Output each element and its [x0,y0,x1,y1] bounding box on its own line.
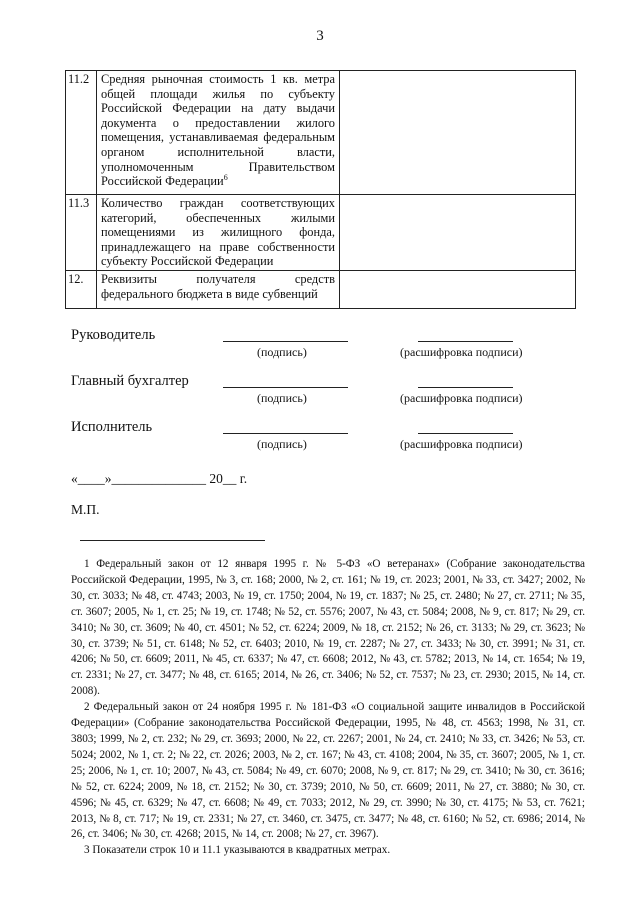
signature-caption: (подпись) [257,345,307,359]
row-description-text: Средняя рыночная стоимость 1 кв. метра общей площади жилья по субъекту Российской Федерации на дату выдачи документа о предоставлении жилого помещения, устанавливаемая федеральным органом исполнительной власти, уполномоченным Правительством Российской Федерации [101,72,335,189]
table-row [66,270,576,308]
row-description: Количество граждан соответствующих категорий, обеспеченных жилыми помещениями из жилищного фонда, принадлежащего на праве собственности субъекту Российской Федерации [97,195,340,271]
row-description: Реквизиты получателя средств федерального бюджета в виде субвенций [97,270,340,308]
signature-row-accountant [71,373,571,413]
footnote-2: 2 Федеральный закон от 24 ноября 1995 г. № 181-ФЗ «О социальной защите инвалидов в Российской Федерации» (Собрание законодательства Российской Федерации, 1995, № 48, ст. 4563; 1998, № 31, ст. 3803; 1999, № 2, ст. 232; № 29, ст. 3693; 2000, № 22, ст. 2267; 2001, № 24, ст. 2410; № 33, ст. 3426; № 53, ст. 5024; 2002, № 1, ст. 2; № 22, ст. 2026; 2003, № 2, ст. 167; № 43, ст. 4108; 2004, № 35, ст. 3607; 2005, № 1, ст. 25; 2006, № 1, ст. 10; 2007, № 43, ст. 5084; № 49, ст. 6070; 2008, № 9, ст. 817; № 29, ст. 3410; № 30, ст. 3616; № 52, ст. 6224; 2009, № 18, ст. 2152; № 30, ст. 3739; 2010, № 50, ст. 6609; 2011, № 27, ст. 3880; № 30, ст. 4596; № 45, ст. 6329; № 47, ст. 6608; № 49, ст. 7033; 2012, № 29, ст. 3990; № 30, ст. 4175; № 53, ст. 7621; 2013, № 8, ст. 717; № 19, ст. 2331; № 27, ст. 3460, ст. 3475, ст. 3477; № 48, ст. 6160; № 52, ст. 6986; 2014, № 26, ст. 3406; № 30, ст. 4268; 2015, № 14, ст. 2008; № 27, ст. 3967). [71,701,585,841]
signature-line [223,341,348,342]
decoding-line [418,387,513,388]
footnotes [71,557,585,859]
signature-line [223,433,348,434]
table-row [66,71,576,195]
decoding-caption: (расшифровка подписи) [400,437,523,451]
row-value-cell[interactable] [340,71,576,195]
page-number: 3 [316,28,324,44]
signature-line [223,387,348,388]
signer-title: Главный бухгалтер [71,373,189,389]
footnote-1: 1 Федеральный закон от 12 января 1995 г. № 5-ФЗ «О ветеранах» (Собрание законодательства Российской Федерации, 1995, № 3, ст. 168; 2000, № 2, ст. 161; № 19, ст. 2023; 2001, № 33, ст. 3427; 2002, № 30, ст. 3033; № 48, ст. 4743; 2003, № 19, ст. 1750; 2004, № 19, ст. 1837; № 25, ст. 2480; № 27, ст. 2711; № 35, ст. 3607; 2005, № 1, ст. 25; № 19, ст. 1748; № 52, ст. 5576; 2007, № 43, ст. 5084; 2008, № 9, ст. 817; № 29, ст. 3410; № 30, ст. 3609; № 40, ст. 4501; № 52, ст. 6224; 2009, № 18, ст. 2152; № 26, ст. 3133; № 29, ст. 3623; № 30, ст. 3739; № 51, ст. 6148; № 52, ст. 6403; 2010, № 19, ст. 2287; № 27, ст. 3433; № 30, ст. 3991; № 31, ст. 4206; № 50, ст. 6609; 2011, № 45, ст. 6337; № 47, ст. 6608; 2012, № 43, ст. 5782; 2013, № 14, ст. 1654; № 19, ст. 2331; № 27, ст. 3477; № 48, ст. 6165; 2014, № 26, ст. 3406; № 52, ст. 7537; № 23, ст. 2930; 2015, № 14, ст. 2008). [71,558,585,698]
decoding-caption: (расшифровка подписи) [400,391,523,405]
signer-title: Исполнитель [71,419,153,435]
signature-row-head [71,327,571,367]
footnote-3: 3 Показатели строк 10 и 11.1 указываются в квадратных метрах. [84,844,391,857]
signature-caption: (подпись) [257,437,307,451]
row-value-cell[interactable] [340,270,576,308]
row-description [97,71,340,195]
table-row [66,195,576,271]
row-number: 12. [66,270,97,308]
signature-row-executor [71,419,571,459]
footnote-separator [80,540,265,541]
decoding-line [418,341,513,342]
stamp-place: М.П. [71,502,100,517]
row-number: 11.2 [66,71,97,195]
decoding-line [418,433,513,434]
row-number: 11.3 [66,195,97,271]
indicators-table [65,70,576,309]
date-line: «____»______________ 20__ г. [71,471,248,486]
decoding-caption: (расшифровка подписи) [400,345,523,359]
footnote-mark: 6 [223,173,228,183]
signature-caption: (подпись) [257,391,307,405]
signer-title: Руководитель [71,327,156,343]
row-value-cell[interactable] [340,195,576,271]
